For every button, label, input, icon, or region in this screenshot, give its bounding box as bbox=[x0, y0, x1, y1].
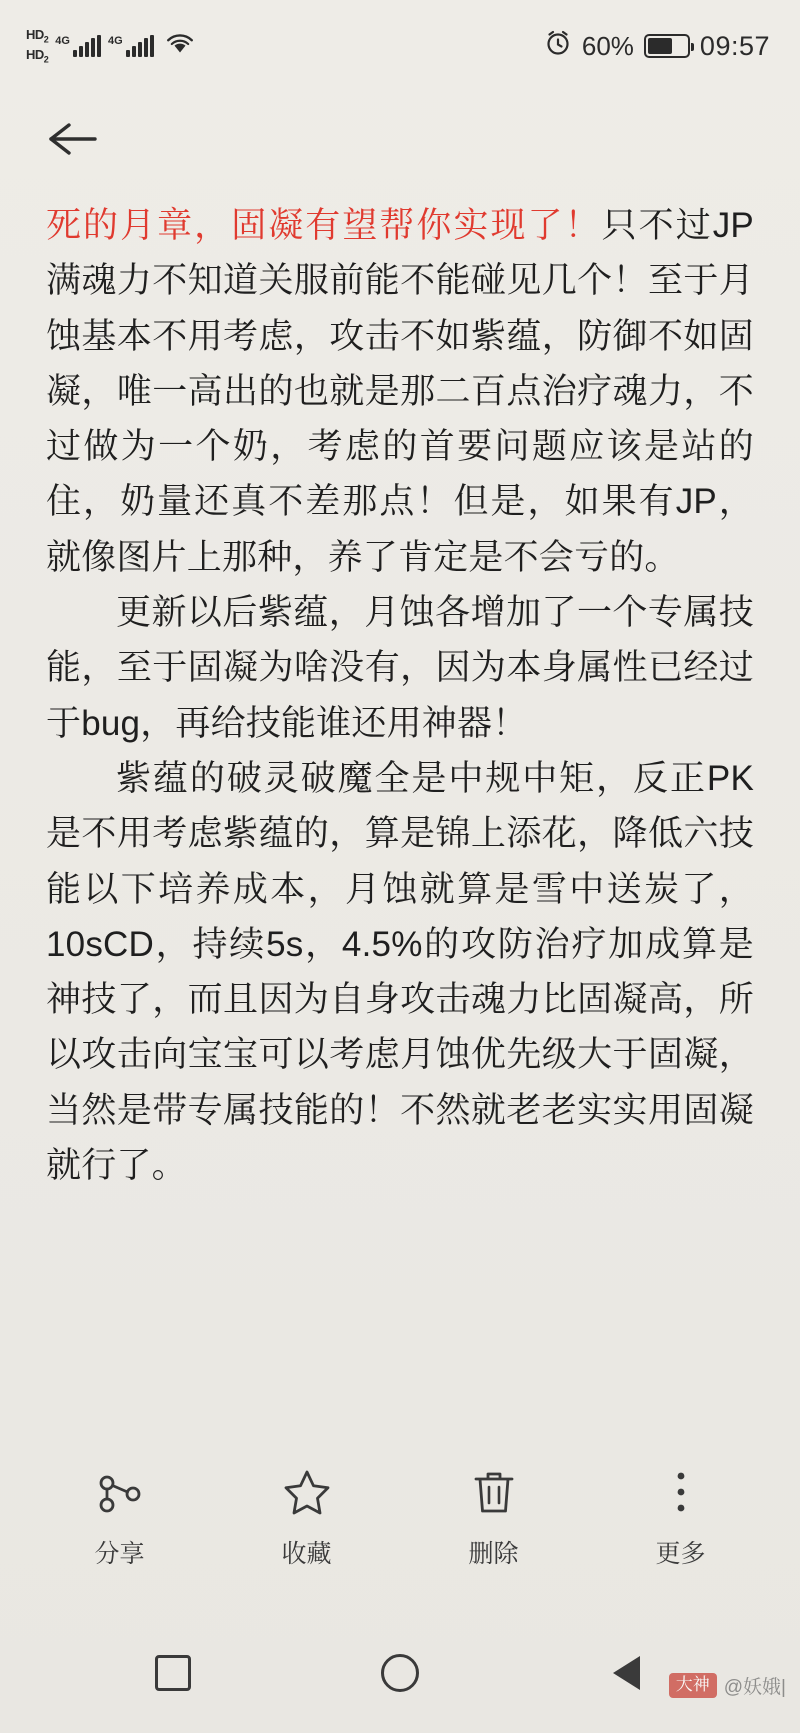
status-bar-right bbox=[544, 29, 770, 64]
article-paragraph-1 bbox=[46, 198, 754, 585]
more-vertical-icon bbox=[655, 1466, 707, 1518]
watermark-username: @妖娥| bbox=[723, 1677, 786, 1698]
circle-icon bbox=[381, 1654, 419, 1692]
watermark-badge: 大神 bbox=[669, 1673, 717, 1698]
signal-icon bbox=[73, 35, 101, 57]
hd-voice-indicators bbox=[26, 28, 48, 64]
article-content bbox=[0, 186, 800, 1437]
system-navigation-bar bbox=[0, 1613, 800, 1733]
network-type-label-1: 4G bbox=[55, 35, 70, 47]
trash-icon bbox=[468, 1466, 520, 1518]
share-label: 分享 bbox=[94, 1540, 145, 1568]
action-bar bbox=[0, 1437, 800, 1613]
share-button[interactable] bbox=[45, 1466, 195, 1570]
highlighted-sentence: 死的月章，固凝有望帮你实现了！ bbox=[46, 206, 602, 245]
more-label: 更多 bbox=[655, 1540, 706, 1568]
back-button[interactable] bbox=[592, 1638, 662, 1708]
alarm-icon bbox=[544, 29, 572, 64]
favorite-button[interactable] bbox=[232, 1466, 382, 1570]
more-button[interactable] bbox=[606, 1466, 756, 1570]
signal-icon-2 bbox=[126, 35, 154, 57]
recents-button[interactable] bbox=[138, 1638, 208, 1708]
watermark bbox=[669, 1672, 786, 1699]
status-clock: 09:57 bbox=[699, 30, 770, 61]
home-button[interactable] bbox=[365, 1638, 435, 1708]
delete-button[interactable] bbox=[419, 1466, 569, 1570]
sim1-signal bbox=[55, 35, 101, 57]
star-icon bbox=[281, 1466, 333, 1518]
top-navigation-bar bbox=[0, 92, 800, 186]
article-paragraph-3: 紫蕴的破灵破魔全是中规中矩，反正PK是不用考虑紫蕴的，算是锦上添花，降低六技能以下培养成本，月蚀就算是雪中送炭了，10sCD，持续5s，4.5%的攻防治疗加成算是神技了，而且因为自身攻击魂力比固凝高，所以攻击向宝宝可以考虑月蚀优先级大于固凝，当然是带专属技能的！不然就老老实实用固凝就行了。 bbox=[46, 758, 754, 1186]
share-icon bbox=[94, 1466, 146, 1518]
hd-badge-1: $HD_2$ bbox=[26, 26, 49, 45]
battery-percent-label: 60% bbox=[581, 30, 634, 61]
favorite-label: 收藏 bbox=[281, 1540, 332, 1568]
status-bar-left bbox=[26, 28, 195, 64]
paragraph-1-body: 只不过JP满魂力不知道关服前能不能碰见几个！至于月蚀基本不用考虑，攻击不如紫蕴，防御不如固凝，唯一高出的也就是那二百点治疗魂力，不过做为一个奶，考虑的首要问题应该是站的住，奶量还真不差那点！但是，如果有JP，就像图片上那种，养了肯定是不会亏的。 bbox=[46, 206, 754, 577]
battery-icon bbox=[644, 34, 690, 58]
hd-badge-2: $HD_2$ bbox=[26, 46, 49, 65]
back-arrow-icon[interactable] bbox=[44, 111, 100, 167]
network-type-label-2: 4G bbox=[107, 35, 123, 47]
square-icon bbox=[155, 1655, 191, 1691]
delete-label: 删除 bbox=[468, 1540, 519, 1568]
sim2-signal bbox=[108, 35, 154, 57]
status-bar bbox=[0, 0, 800, 92]
triangle-back-icon bbox=[613, 1656, 640, 1690]
article-paragraph-2: 更新以后紫蕴，月蚀各增加了一个专属技能，至于固凝为啥没有，因为本身属性已经过于bug，再给技能谁还用神器！ bbox=[46, 593, 754, 743]
wifi-icon bbox=[165, 32, 195, 61]
